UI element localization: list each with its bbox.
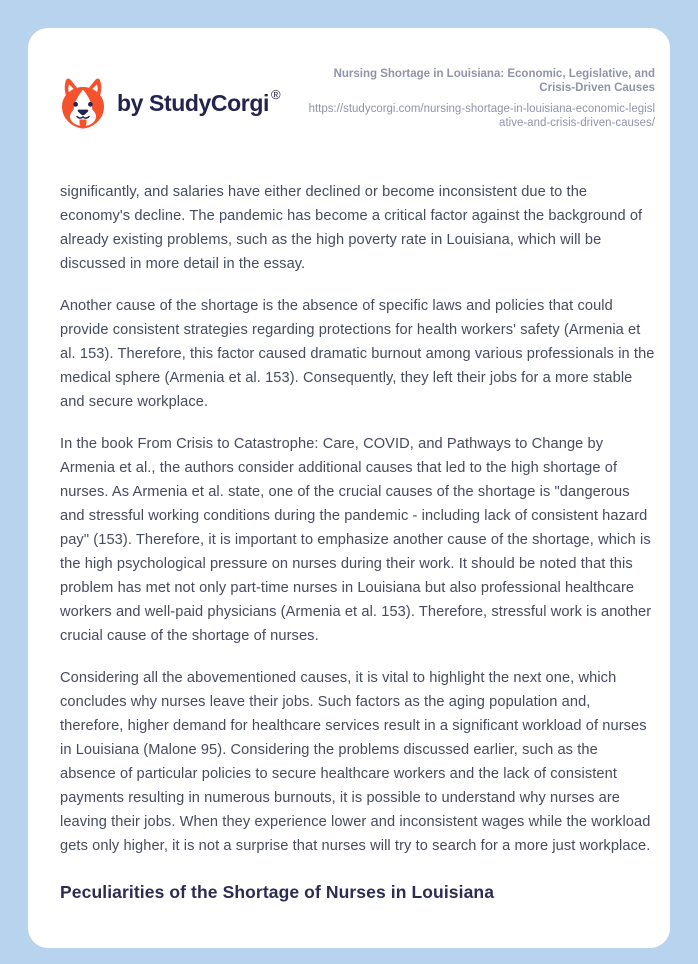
document-meta bbox=[303, 66, 655, 130]
article-paragraph: significantly, and salaries have either declined or become inconsistent due to the economy's decline. The pandemic has become a critical factor against the background of already existing problems, such as the high poverty rate in Louisiana, which will be discussed in more detail in the essay. bbox=[60, 184, 643, 272]
document-title: Nursing Shortage in Louisiana: Economic, Legislative, and Crisis-Driven Causes bbox=[333, 68, 655, 94]
corgi-logo-icon bbox=[57, 75, 109, 132]
article-paragraph: Considering all the abovementioned causes, it is vital to highlight the next one, which concludes why nurses leave their jobs. Such factors as the aging population and, therefore, higher demand for healthcare services result in a significant workload of nurses in Louisiana (Malone 95). Considering the problems discussed earlier, such as the absence of particular policies to secure healthcare workers and the lack of consistent payments resulting in numerous burnouts, it is possible to understand why nurses are leaving their jobs. When they experience lower and inconsistent wages while the workload gets only higher, it is not a surprise that nurses will try to search for a more just workplace. bbox=[60, 670, 651, 854]
brand[interactable] bbox=[60, 75, 281, 132]
registered-trademark: ® bbox=[270, 87, 281, 102]
brand-name: by StudyCorgi bbox=[117, 90, 269, 116]
article-body bbox=[60, 180, 655, 903]
document-card bbox=[28, 28, 670, 948]
article-paragraph: In the book From Crisis to Catastrophe: Care, COVID, and Pathways to Change by Armenia et al., the authors consider additional causes that led to the high shortage of nurses. As Armenia et al. state, one of the crucial causes of the shortage is "dangerous and stressful working conditions during the pandemic - including lack of consistent hazard pay" (153). Therefore, it is important to emphasize another cause of the shortage, which is the high psychological pressure on nurses during their work. It should be noted that this problem has met not only part-time nurses in Louisiana but also professional healthcare workers and well-paid physicians (Armenia et al. 153). Therefore, stressful work is another crucial cause of the shortage of nurses. bbox=[60, 436, 652, 644]
section-heading: Peculiarities of the Shortage of Nurses in Louisiana bbox=[60, 882, 495, 902]
article-paragraph: Another cause of the shortage is the absence of specific laws and policies that could provide consistent strategies regarding protections for health workers' safety (Armenia et al. 153). Therefore, this factor caused dramatic burnout among various professionals in the medical sphere (Armenia et al. 153). Consequently, they left their jobs for a more stable and secure workplace. bbox=[60, 298, 655, 410]
document-url[interactable]: https://studycorgi.com/nursing-shortage-in-louisiana-economic-legislative-and-crisis-driven-causes/ bbox=[308, 103, 655, 129]
header bbox=[60, 66, 655, 132]
